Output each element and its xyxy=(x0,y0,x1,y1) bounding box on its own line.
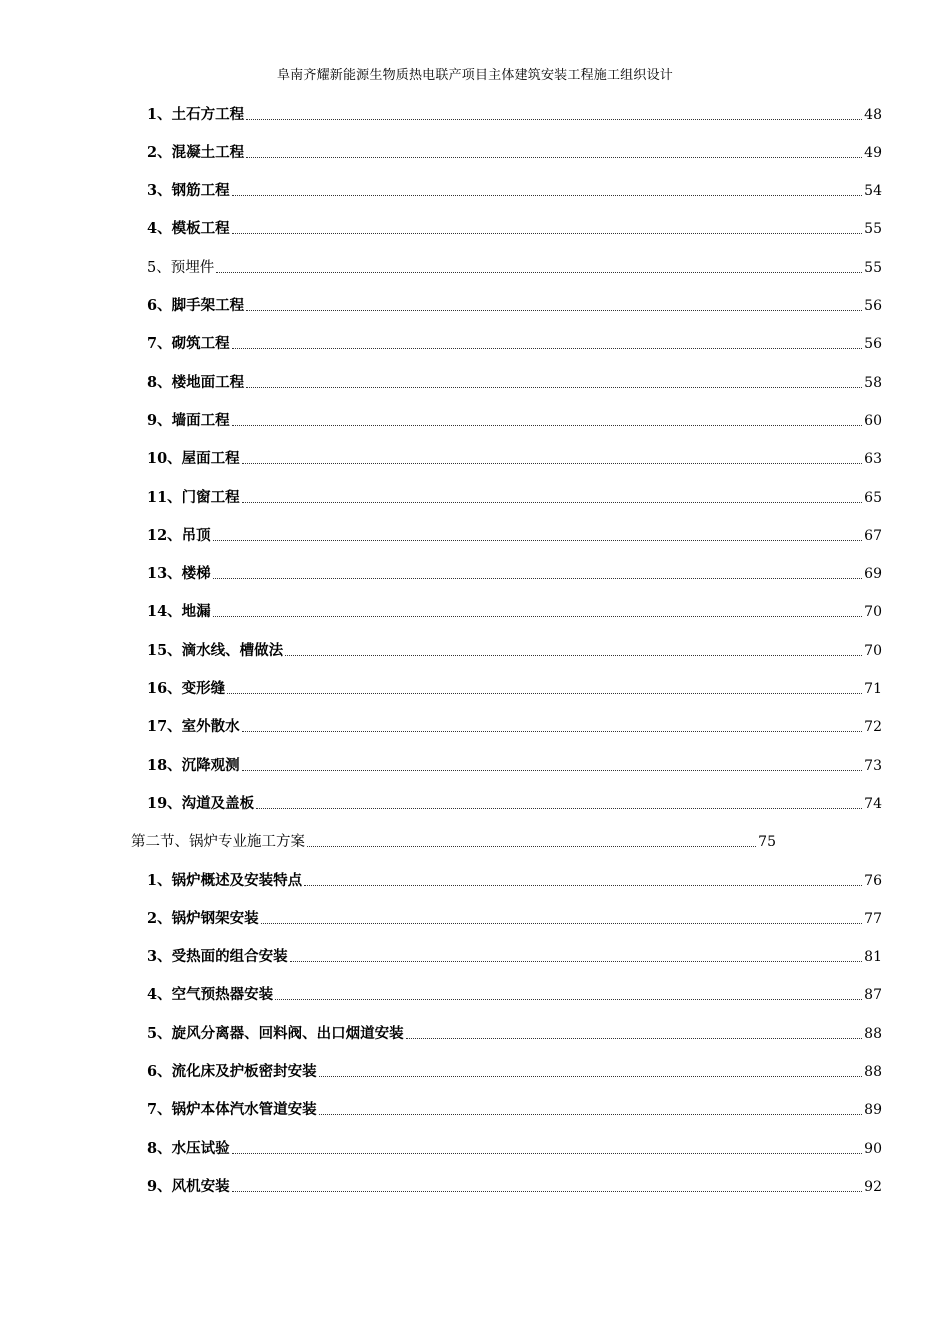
toc-leader-dots xyxy=(319,1113,863,1115)
toc-entry-page: 72 xyxy=(864,719,882,735)
toc-entry-label: 7、锅炉本体汽水管道安装 xyxy=(147,1101,317,1118)
toc-entry-page: 54 xyxy=(864,183,882,199)
toc-entry-page: 71 xyxy=(864,681,882,697)
toc-entry-page: 65 xyxy=(864,490,882,506)
toc-leader-dots xyxy=(242,769,862,771)
toc-section-page: 75 xyxy=(758,834,776,850)
toc-leader-dots xyxy=(213,539,862,541)
toc-entry[interactable] xyxy=(147,371,882,393)
toc-entry-page: 76 xyxy=(864,873,882,889)
toc-entry-label: 5、预埋件 xyxy=(147,260,215,276)
toc-leader-dots xyxy=(213,615,862,617)
toc-entry-label: 18、沉降观测 xyxy=(147,757,240,774)
toc-section-entry[interactable] xyxy=(131,830,776,852)
toc-entry[interactable] xyxy=(147,1175,882,1197)
toc-entry-label: 12、吊顶 xyxy=(147,527,211,544)
toc-leader-dots xyxy=(285,654,862,656)
toc-entry-label: 10、屋面工程 xyxy=(147,450,240,467)
toc-entry-label: 2、锅炉钢架安装 xyxy=(147,910,259,927)
toc-entry-page: 74 xyxy=(864,796,882,812)
toc-entry[interactable] xyxy=(147,639,882,661)
toc-entry-label: 8、水压试验 xyxy=(147,1140,230,1157)
toc-entry[interactable] xyxy=(147,600,882,622)
toc-entry-page: 55 xyxy=(864,260,882,276)
toc-entry-label: 13、楼梯 xyxy=(147,565,211,582)
toc-entry-page: 88 xyxy=(864,1026,882,1042)
toc-entry-label: 3、钢筋工程 xyxy=(147,182,230,199)
toc-entry[interactable] xyxy=(147,447,882,469)
toc-entry-page: 55 xyxy=(864,221,882,237)
toc-entry-page: 89 xyxy=(864,1102,882,1118)
toc-entry-page: 69 xyxy=(864,566,882,582)
toc-entry-page: 63 xyxy=(864,451,882,467)
toc-leader-dots xyxy=(242,730,862,732)
toc-entry-page: 88 xyxy=(864,1064,882,1080)
toc-entry[interactable] xyxy=(147,294,882,316)
toc-entry-label: 11、门窗工程 xyxy=(147,489,240,506)
toc-entry-page: 81 xyxy=(864,949,882,965)
toc-entry-label: 6、流化床及护板密封安装 xyxy=(147,1063,317,1080)
toc-entry-label: 5、旋风分离器、回料阀、出口烟道安装 xyxy=(147,1025,404,1042)
toc-leader-dots xyxy=(232,232,863,234)
toc-entry-page: 90 xyxy=(864,1141,882,1157)
toc-leader-dots xyxy=(213,577,862,579)
toc-leader-dots xyxy=(227,692,862,694)
toc-entry[interactable] xyxy=(147,945,882,967)
toc-entry-label: 15、滴水线、槽做法 xyxy=(147,642,284,659)
toc-entry[interactable] xyxy=(147,754,882,776)
toc-entry-page: 70 xyxy=(864,604,882,620)
toc-entry-label: 19、沟道及盖板 xyxy=(147,795,255,812)
toc-entry[interactable] xyxy=(147,983,882,1005)
toc-entry[interactable] xyxy=(147,1060,882,1082)
toc-section-label: 第二节、锅炉专业施工方案 xyxy=(131,834,305,850)
toc-entry[interactable] xyxy=(147,332,882,354)
toc-leader-dots xyxy=(232,1190,863,1192)
toc-entry-label: 9、墙面工程 xyxy=(147,412,230,429)
toc-entry[interactable] xyxy=(147,141,882,163)
toc-leader-dots xyxy=(246,386,862,388)
toc-entry[interactable] xyxy=(147,869,882,891)
toc-entry-label: 16、变形缝 xyxy=(147,680,226,697)
toc-leader-dots xyxy=(246,309,862,311)
toc-entry-label: 4、模板工程 xyxy=(147,220,230,237)
toc-leader-dots xyxy=(242,501,862,503)
toc-entry[interactable] xyxy=(147,1022,882,1044)
toc-entry[interactable] xyxy=(147,792,882,814)
toc-entry-label: 6、脚手架工程 xyxy=(147,297,245,314)
toc-entry-label: 7、砌筑工程 xyxy=(147,335,230,352)
toc-entry-label: 1、土石方工程 xyxy=(147,106,245,123)
toc-leader-dots xyxy=(232,347,863,349)
toc-entry-label: 17、室外散水 xyxy=(147,718,240,735)
toc-entry[interactable] xyxy=(147,524,882,546)
toc-entry[interactable] xyxy=(147,677,882,699)
toc-entry[interactable] xyxy=(147,907,882,929)
toc-entry-label: 4、空气预热器安装 xyxy=(147,986,274,1003)
toc-entry-label: 14、地漏 xyxy=(147,603,211,620)
toc-leader-dots xyxy=(216,271,862,273)
toc-entry-label: 8、楼地面工程 xyxy=(147,374,245,391)
toc-entry-label: 2、混凝土工程 xyxy=(147,144,245,161)
toc-leader-dots xyxy=(406,1037,863,1039)
toc-leader-dots xyxy=(290,960,863,962)
toc-leader-dots xyxy=(275,998,862,1000)
toc-entry[interactable] xyxy=(147,715,882,737)
toc-leader-dots xyxy=(256,807,862,809)
toc-entry[interactable] xyxy=(147,103,882,125)
document-title: 阜南齐耀新能源生物质热电联产项目主体建筑安装工程施工组织设计 xyxy=(276,68,673,83)
toc-entry-page: 60 xyxy=(864,413,882,429)
toc-entry-label: 3、受热面的组合安装 xyxy=(147,948,288,965)
toc-entry[interactable] xyxy=(147,217,882,239)
toc-leader-dots xyxy=(232,424,863,426)
toc-entry[interactable] xyxy=(147,256,882,278)
document-header xyxy=(0,66,950,86)
toc-leader-dots xyxy=(304,884,862,886)
toc-entry-label: 1、锅炉概述及安装特点 xyxy=(147,872,303,889)
toc-entry[interactable] xyxy=(147,409,882,431)
toc-entry[interactable] xyxy=(147,486,882,508)
toc-entry-page: 77 xyxy=(864,911,882,927)
toc-leader-dots xyxy=(261,922,863,924)
toc-entry-page: 73 xyxy=(864,758,882,774)
toc-entry-page: 49 xyxy=(864,145,882,161)
toc-leader-dots xyxy=(307,845,756,847)
toc-entry-label: 9、风机安装 xyxy=(147,1178,230,1195)
toc-entry-page: 56 xyxy=(864,336,882,352)
toc-entry-page: 67 xyxy=(864,528,882,544)
toc-entry-page: 92 xyxy=(864,1179,882,1195)
toc-entry[interactable] xyxy=(147,1098,882,1120)
toc-entry[interactable] xyxy=(147,1137,882,1159)
toc-entry[interactable] xyxy=(147,179,882,201)
toc-entry-page: 58 xyxy=(864,375,882,391)
toc-entry-page: 48 xyxy=(864,107,882,123)
toc-entry-page: 56 xyxy=(864,298,882,314)
toc-leader-dots xyxy=(246,156,862,158)
toc-leader-dots xyxy=(242,462,862,464)
toc-entry-page: 87 xyxy=(864,987,882,1003)
toc-leader-dots xyxy=(246,118,862,120)
toc-leader-dots xyxy=(232,1152,863,1154)
toc-entry-page: 70 xyxy=(864,643,882,659)
toc-entry[interactable] xyxy=(147,562,882,584)
toc-leader-dots xyxy=(319,1075,863,1077)
toc-leader-dots xyxy=(232,194,863,196)
